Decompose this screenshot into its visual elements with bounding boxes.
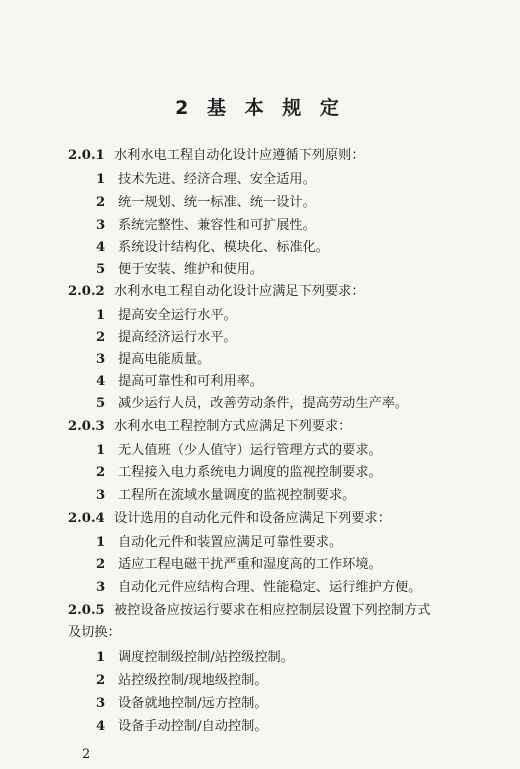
- clause-number: 2.0.4: [68, 511, 105, 526]
- list-item: [96, 240, 329, 256]
- list-item: [96, 488, 355, 504]
- line-text: 系统设计结构化、模块化、标准化。: [118, 240, 329, 255]
- line-text: 及切换：: [68, 625, 121, 640]
- item-number: 1: [96, 308, 106, 323]
- item-number: 5: [96, 262, 106, 277]
- clause-line: [68, 511, 391, 527]
- item-number: 4: [96, 374, 106, 389]
- list-item: [96, 195, 316, 211]
- line-text: 设备就地控制/远方控制。: [118, 696, 268, 711]
- list-item: [96, 172, 316, 188]
- clause-number: 2.0.3: [68, 419, 105, 434]
- item-number: 4: [96, 719, 106, 734]
- line-text: 便于安装、维护和使用。: [118, 262, 264, 277]
- line-text: 水利水电工程自动化设计应满足下列要求：: [114, 284, 365, 299]
- item-number: 3: [96, 352, 106, 367]
- line-text: 适应工程电磁干扰严重和湿度高的工作环境。: [118, 557, 382, 572]
- list-item: [96, 262, 263, 278]
- line-text: 设备手动控制/自动控制。: [118, 719, 268, 734]
- list-item: [96, 308, 237, 324]
- item-number: 5: [96, 396, 106, 411]
- list-item: [96, 465, 382, 481]
- line-text: 技术先进、经济合理、安全适用。: [118, 172, 316, 187]
- item-number: 2: [96, 465, 106, 480]
- line-text: 自动化元件应结构合理、性能稳定、运行维护方便。: [118, 580, 422, 595]
- line-text: 工程接入电力系统电力调度的监视控制要求。: [118, 465, 382, 480]
- clause-number: 2.0.1: [68, 148, 105, 163]
- item-number: 1: [96, 172, 106, 187]
- list-item: [96, 535, 342, 551]
- line-text: 站控级控制/现地级控制。: [118, 673, 268, 688]
- list-item: [96, 580, 421, 596]
- line-text: 提高经济运行水平。: [118, 330, 237, 345]
- item-number: 4: [96, 240, 106, 255]
- item-number: 1: [96, 535, 106, 550]
- line-text: 提高可靠性和可利用率。: [118, 374, 264, 389]
- line-text: 统一规划、统一标准、统一设计。: [118, 195, 316, 210]
- clause-line: [68, 284, 365, 300]
- line-text: 提高安全运行水平。: [118, 308, 237, 323]
- line-text: 自动化元件和装置应满足可靠性要求。: [118, 535, 343, 550]
- list-item: [96, 650, 294, 666]
- line-text: 减少运行人员，改善劳动条件，提高劳动生产率。: [118, 396, 409, 411]
- list-item: [96, 696, 268, 712]
- item-number: 1: [96, 650, 106, 665]
- line-text: 设计选用的自动化元件和设备应满足下列要求：: [114, 511, 391, 526]
- clause-line: [68, 148, 365, 164]
- clause-line: [68, 603, 431, 619]
- line-text: 调度控制级控制/站控级控制。: [118, 650, 294, 665]
- line-text: 无人值班（少人值守）运行管理方式的要求。: [118, 443, 382, 458]
- list-item: [96, 374, 263, 390]
- line-text: 水利水电工程控制方式应满足下列要求：: [114, 419, 352, 434]
- page-number: 2: [82, 747, 91, 762]
- item-number: 3: [96, 218, 106, 233]
- line-text: 被控设备应按运行要求在相应控制层设置下列控制方式: [114, 603, 431, 618]
- list-item: [96, 557, 382, 573]
- list-item: [96, 330, 237, 346]
- list-item: [96, 396, 408, 412]
- item-number: 3: [96, 696, 106, 711]
- clause-line: [68, 419, 351, 435]
- chapter-title: 2 基 本 规 定: [175, 97, 345, 119]
- item-number: 2: [96, 330, 106, 345]
- continuation-line: [68, 625, 121, 641]
- item-number: 2: [96, 557, 106, 572]
- line-text: 系统完整性、兼容性和可扩展性。: [118, 218, 316, 233]
- item-number: 3: [96, 488, 106, 503]
- item-number: 1: [96, 443, 106, 458]
- item-number: 2: [96, 673, 106, 688]
- item-number: 2: [96, 195, 106, 210]
- clause-number: 2.0.2: [68, 284, 105, 299]
- list-item: [96, 673, 268, 689]
- clause-number: 2.0.5: [68, 603, 105, 618]
- list-item: [96, 443, 382, 459]
- list-item: [96, 719, 268, 735]
- line-text: 提高电能质量。: [118, 352, 211, 367]
- list-item: [96, 218, 316, 234]
- item-number: 3: [96, 580, 106, 595]
- line-text: 水利水电工程自动化设计应遵循下列原则：: [114, 148, 365, 163]
- list-item: [96, 352, 210, 368]
- line-text: 工程所在流域水量调度的监视控制要求。: [118, 488, 356, 503]
